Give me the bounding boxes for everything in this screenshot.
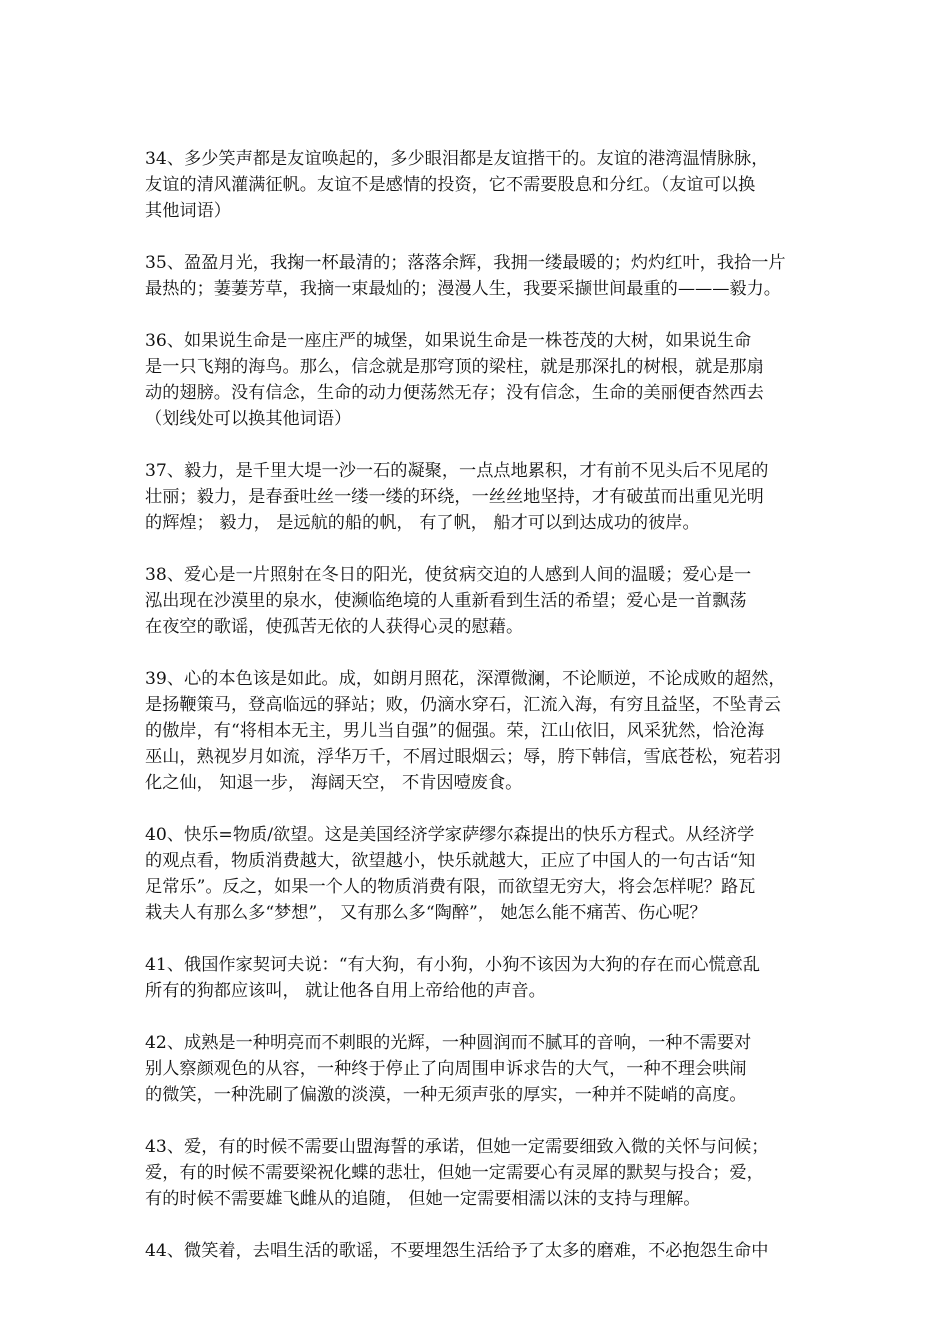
paragraph-44: 44、微笑着，去唱生活的歌谣，不要埋怨生活给予了太多的磨难，不必抱怨生命中: [145, 1241, 769, 1261]
paragraph-35: 35、盈盈月光，我掬一杯最清的；落落余辉，我拥一缕最暖的；灼灼红叶，我拾一片 最热的；萋萋芳草，我摘一束最灿的；漫漫人生，我要采撷世间最重的———毅力。: [145, 253, 786, 299]
paragraph-43: 43、爱，有的时候不需要山盟海誓的承诺，但她一定需要细致入微的关怀与问候； 爱，有的时候不需要梁祝化蝶的悲壮，但她一定需要心有灵犀的默契与投合；爱， 有的时候不需要雄飞雌从的追随， 但她一定需要相濡以沫的支持与理解。: [145, 1137, 769, 1209]
paragraph-39: 39、心的本色该是如此。成，如朗月照花，深潭微澜，不论顺逆，不论成败的超然， 是扬鞭策马，登高临远的驿站；败，仍滴水穿石，汇流入海，有穷且益坚，不坠青云 的傲岸，有“将相本无主，男儿当自强”的倔强。荣，江山依旧，风采犹然，恰沧海 巫山，熟视岁月如流，浮华万千，不屑过眼烟云；辱，胯下韩信，雪底苍松，宛若羽 化之仙， 知退一步， 海阔天空， 不肯因噎废食。: [145, 669, 786, 793]
paragraph-38: 38、爱心是一片照射在冬日的阳光，使贫病交迫的人感到人间的温暖；爱心是一 泓出现在沙漠里的泉水，使濒临绝境的人重新看到生活的希望；爱心是一首飘荡 在夜空的歌谣，使孤苦无依的人获得心灵的慰藉。: [145, 565, 752, 637]
paragraph-41: 41、俄国作家契诃夫说：“有大狗，有小狗，小狗不该因为大狗的存在而心慌意乱 所有的狗都应该叫， 就让他各自用上帝给他的声音。: [145, 955, 761, 1001]
paragraph-42: 42、成熟是一种明亮而不刺眼的光辉，一种圆润而不腻耳的音响，一种不需要对 别人察颜观色的从容，一种终于停止了向周围申诉求告的大气，一种不理会哄闹 的微笑，一种洗刷了偏激的淡漠，一种无须声张的厚实，一种并不陡峭的高度。: [145, 1033, 752, 1105]
document-body: [145, 146, 815, 1264]
paragraph-37: 37、毅力，是千里大堤一沙一石的凝聚，一点点地累积，才有前不见头后不见尾的 壮丽；毅力，是春蚕吐丝一缕一缕的环绕，一丝丝地坚持，才有破茧而出重见光明 的辉煌； 毅力， 是远航的船的帆， 有了帆， 船才可以到达成功的彼岸。: [145, 461, 769, 533]
paragraph-40: 40、快乐=物质/欲望。这是美国经济学家萨缪尔森提出的快乐方程式。从经济学 的观点看，物质消费越大，欲望越小，快乐就越大，正应了中国人的一句古话“知 足常乐”。反之，如果一个人的物质消费有限，而欲望无穷大，将会怎样呢？路瓦 栽夫人有那么多“梦想”， 又有那么多“陶醉”， 她怎么能不痛苦、伤心呢？: [145, 825, 756, 923]
paragraph-34: 34、多少笑声都是友谊唤起的，多少眼泪都是友谊揩干的。友谊的港湾温情脉脉， 友谊的清风灌满征帆。友谊不是感情的投资，它不需要股息和分红。（友谊可以换 其他词语）: [145, 149, 769, 221]
paragraph-36: 36、如果说生命是一座庄严的城堡，如果说生命是一株苍茂的大树，如果说生命 是一只飞翔的海鸟。那么，信念就是那穹顶的梁柱，就是那深扎的树根，就是那扇 动的翅膀。没有信念，生命的动力便荡然无存；没有信念，生命的美丽便杳然西去 （划线处可以换其他词语）: [145, 331, 764, 429]
